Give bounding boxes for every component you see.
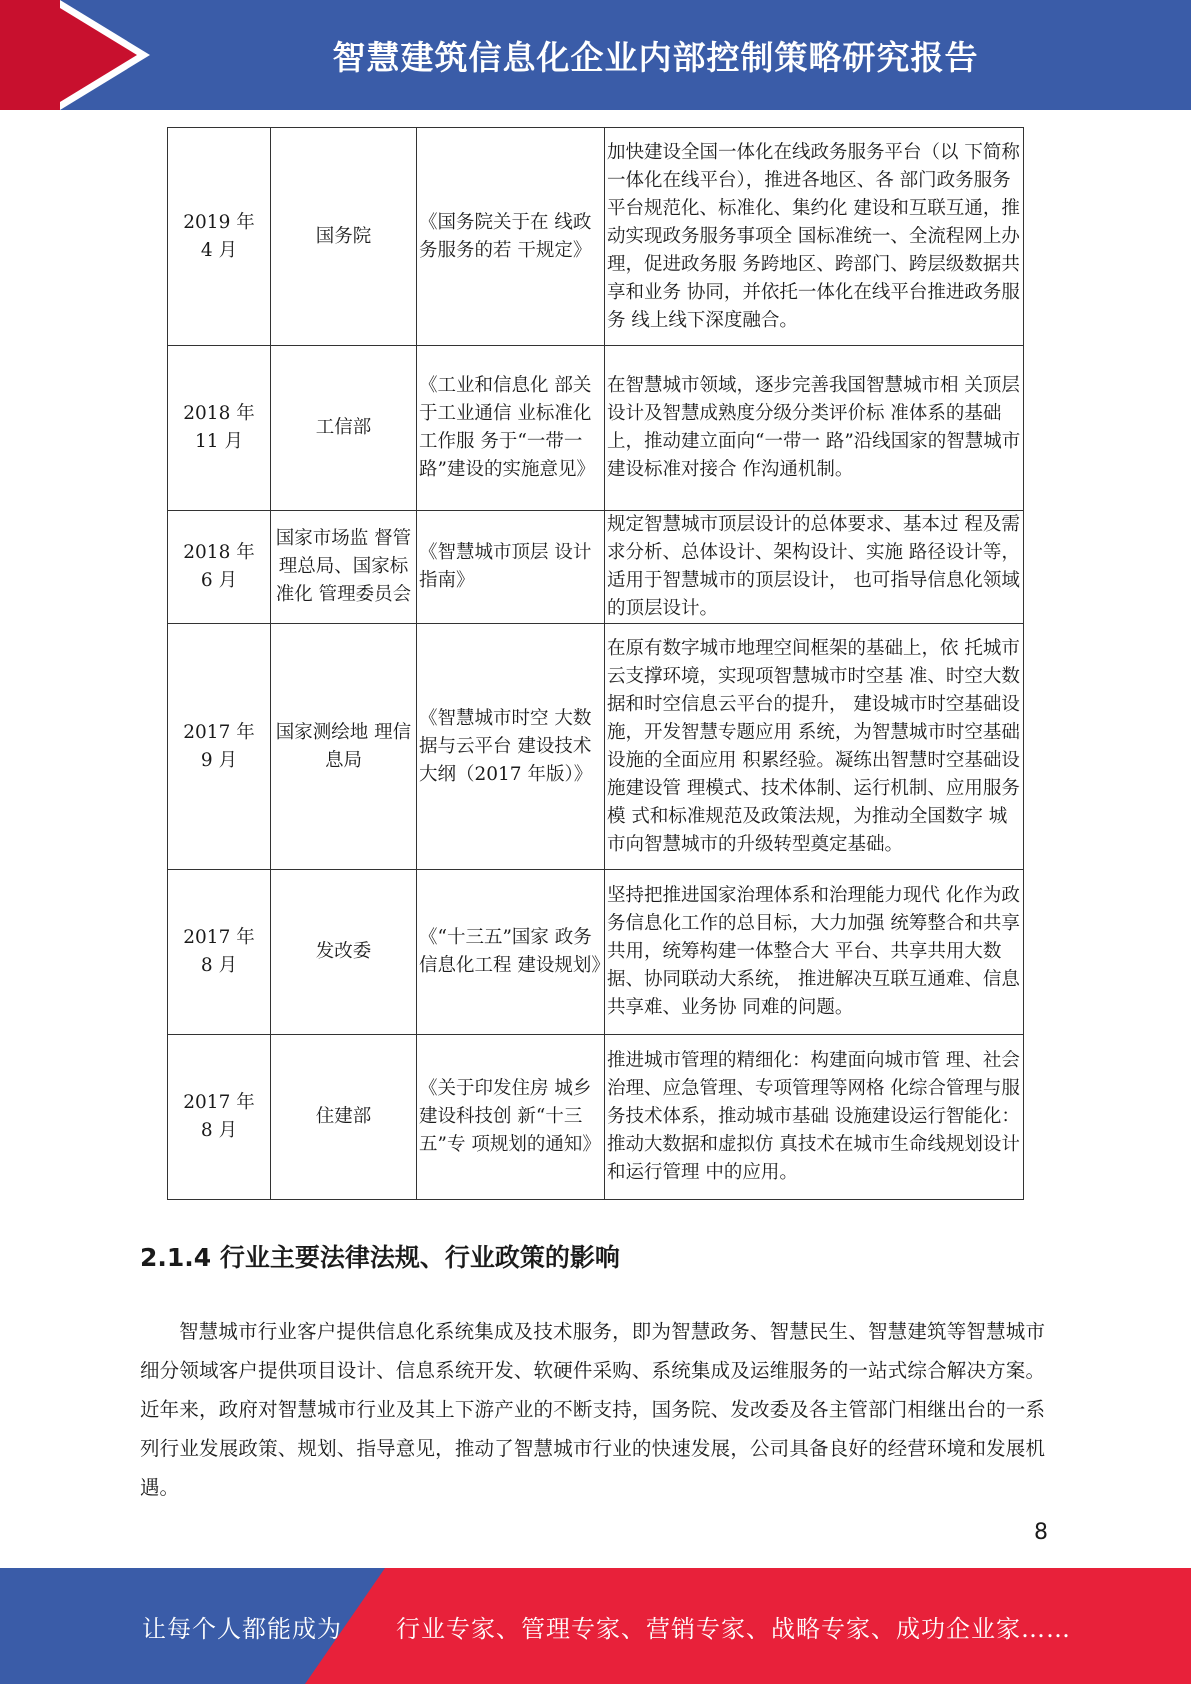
- document-cell: 《“十三五”国家 政务信息化工程 建设规划》: [417, 870, 605, 1035]
- section-heading: 2.1.4 行业主要法律法规、行业政策的影响: [140, 1243, 620, 1272]
- department-cell: 国家测绘地 理信息局: [271, 624, 417, 870]
- department-cell: 住建部: [271, 1035, 417, 1200]
- document-cell: 《智慧城市顶层 设计指南》: [417, 511, 605, 624]
- body-paragraph: 智慧城市行业客户提供信息化系统集成及技术服务，即为智慧政务、智慧民生、智慧建筑等智慧城市细分领域客户提供项目设计、信息系统开发、软硬件采购、系统集成及运维服务的一站式综合解决方案。近年来，政府对智慧城市行业及其上下游产业的不断支持，国务院、发改委及各主管部门相继出台的一系列行业发展政策、规划、指导意见，推动了智慧城市行业的快速发展，公司具备良好的经营环境和发展机遇。: [140, 1320, 1045, 1499]
- department-cell: 工信部: [271, 346, 417, 511]
- date-cell: 2017 年 8 月: [168, 1035, 271, 1200]
- document-cell: 《工业和信息化 部关于工业通信 业标准化工作服 务于“一带一 路”建设的实施意见》: [417, 346, 605, 511]
- footer-slogan-right: 行业专家、管理专家、营销专家、战略专家、成功企业家……: [396, 1614, 1071, 1643]
- header-red-block: [0, 0, 60, 110]
- document-cell: 《关于印发住房 城乡建设科技创 新“十三五”专 项规划的通知》: [417, 1035, 605, 1200]
- description-cell: 坚持把推进国家治理体系和治理能力现代 化作为政务信息化工作的总目标，大力加强 统筹整合和共享共用，统筹构建一体整合大 平台、共享共用大数据、协同联动大系统， 推进解决互联互通难、信息共享难、业务协 同难的问题。: [605, 870, 1024, 1035]
- date-cell: 2018 年 11 月: [168, 346, 271, 511]
- table-row: [168, 624, 1024, 870]
- table-row: [168, 346, 1024, 511]
- description-cell: 推进城市管理的精细化：构建面向城市管 理、社会治理、应急管理、专项管理等网格 化综合管理与服务技术体系，推动城市基础 设施建设运行智能化：推动大数据和虚拟仿 真技术在城市生命线规划设计和运行管理 中的应用。: [605, 1035, 1024, 1200]
- table-row: [168, 511, 1024, 624]
- document-cell: 《智慧城市时空 大数据与云平台 建设技术大纲（2017 年版）》: [417, 624, 605, 870]
- date-cell: 2018 年 6 月: [168, 511, 271, 624]
- chevron-inner-shape: [60, 8, 137, 102]
- department-cell: 发改委: [271, 870, 417, 1035]
- department-cell: 国务院: [271, 128, 417, 346]
- description-cell: 加快建设全国一体化在线政务服务平台（以 下简称一体化在线平台），推进各地区、各 部门政务服务平台规范化、标准化、集约化 建设和互联互通，推动实现政务服务事项全 国标准统一、全流程网上办理，促进政务服 务跨地区、跨部门、跨层级数据共享和业务 协同，并依托一体化在线平台推进政务服务 线上线下深度融合。: [605, 128, 1024, 346]
- table-row: [168, 128, 1024, 346]
- date-cell: 2017 年 8 月: [168, 870, 271, 1035]
- department-cell: 国家市场监 督管理总局、国家标准化 管理委员会: [271, 511, 417, 624]
- document-cell: 《国务院关于在 线政务服务的若 干规定》: [417, 128, 605, 346]
- page-footer: [0, 1568, 1191, 1684]
- description-cell: 在原有数字城市地理空间框架的基础上，依 托城市云支撑环境，实现项智慧城市时空基 准、时空大数据和时空信息云平台的提升， 建设城市时空基础设施，开发智慧专题应用 系统，为智慧城市时空基础设施的全面应用 积累经验。凝练出智慧时空基础设施建设管 理模式、技术体制、运行机制、应用服务模 式和标准规范及政策法规，为推动全国数字 城市向智慧城市的升级转型奠定基础。: [605, 624, 1024, 870]
- date-cell: 2019 年 4 月: [168, 128, 271, 346]
- page-header: [0, 0, 1191, 110]
- table-row: [168, 870, 1024, 1035]
- table-row: [168, 1035, 1024, 1200]
- report-title: 智慧建筑信息化企业内部控制策略研究报告: [332, 37, 979, 77]
- footer-slogan-left: 让每个人都能成为: [142, 1614, 342, 1643]
- policy-table: [167, 127, 1024, 1200]
- date-cell: 2017 年 9 月: [168, 624, 271, 870]
- description-cell: 在智慧城市领域，逐步完善我国智慧城市相 关顶层设计及智慧成熟度分级分类评价标 准体系的基础上，推动建立面向“一带一 路”沿线国家的智慧城市建设标准对接合 作沟通机制。: [605, 346, 1024, 511]
- page-number: 8: [1034, 1520, 1048, 1545]
- description-cell: 规定智慧城市顶层设计的总体要求、基本过 程及需求分析、总体设计、架构设计、实施 路径设计等，适用于智慧城市的顶层设计， 也可指导信息化领域的顶层设计。: [605, 511, 1024, 624]
